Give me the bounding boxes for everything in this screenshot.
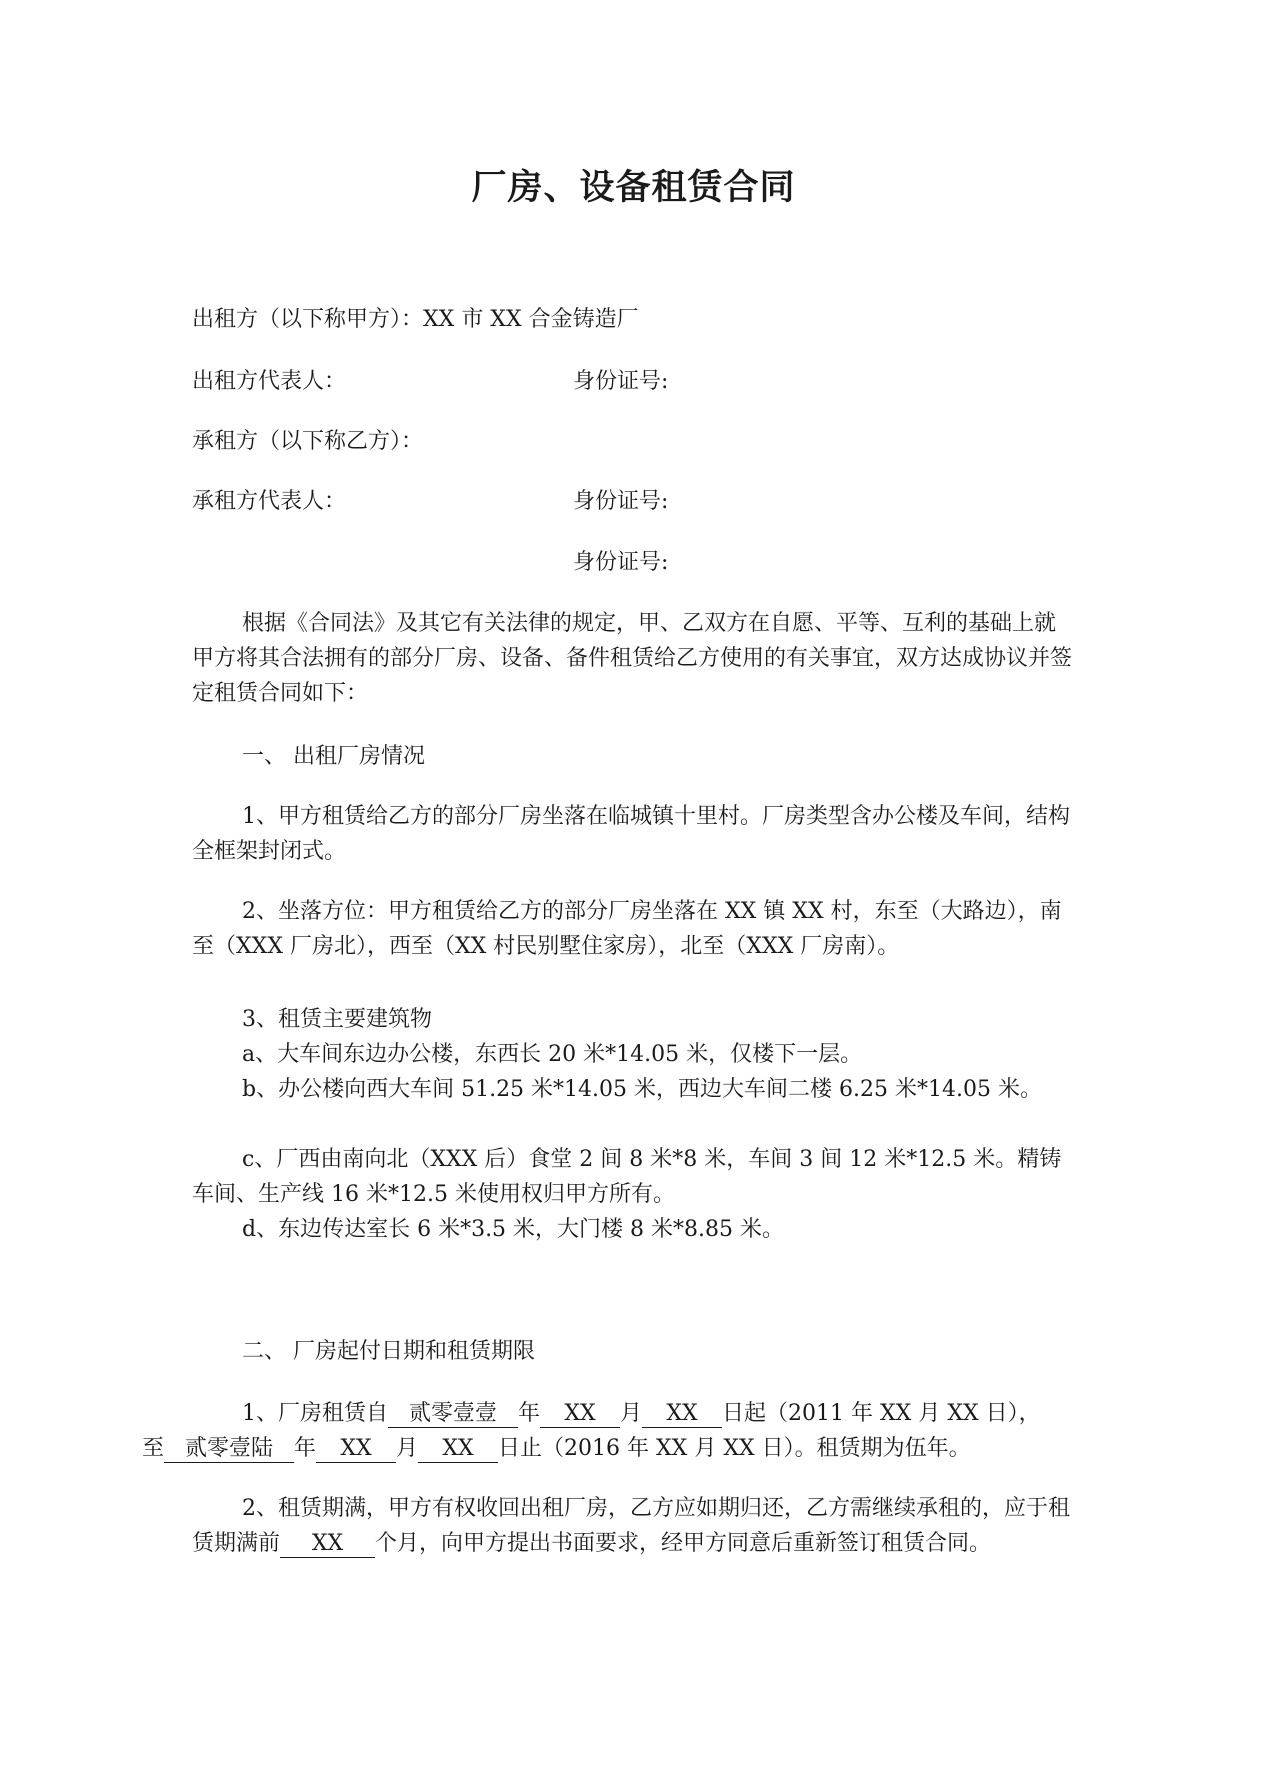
start-year-blank: 贰零壹壹 [388, 1401, 518, 1428]
month-label: 月 [620, 1401, 643, 1426]
section2-item2 [192, 1491, 1072, 1561]
end-day-suffix: 日止（2016 年 XX 月 XX 日）。租赁期为伍年。 [498, 1436, 971, 1461]
start-day-suffix: 日起（2011 年 XX 月 XX 日）， [722, 1401, 1041, 1426]
section1-item3-b: b、办公楼向西大车间 51.25 米*14.05 米，西边大车间二楼 6.25 米*14.05 米。 [242, 1077, 1042, 1102]
section1-item1: 1、甲方租赁给乙方的部分厂房坐落在临城镇十里村。厂房类型含办公楼及车间，结构全框架封闭式。 [192, 804, 1070, 864]
year-label: 年 [294, 1436, 317, 1461]
section2-item1 [142, 1396, 1072, 1466]
extra-id-label: 身份证号: [573, 550, 669, 575]
lessee-line: 承租方（以下称乙方）： [192, 429, 424, 454]
lessor-line: 出租方（以下称甲方）：XX 市 XX 合金铸造厂 [192, 307, 639, 332]
section1-item2: 2、坐落方位：甲方租赁给乙方的部分厂房坐落在 XX 镇 XX 村，东至（大路边），南至（XXX 厂房北），西至（XX 村民别墅住家房），北至（XXX 厂房南）。 [192, 899, 1062, 959]
intro-paragraph: 根据《合同法》及其它有关法律的规定，甲、乙双方在自愿、平等、互利的基础上就甲方将其合法拥有的部分厂房、设备、备件租赁给乙方使用的有关事宜，双方达成协议并签定租赁合同如下： [192, 611, 1073, 706]
renewal-months-blank: XX [280, 1531, 375, 1558]
section1-item3-heading: 3、租赁主要建筑物 [242, 1007, 432, 1032]
end-year-blank: 贰零壹陆 [164, 1436, 294, 1463]
renewal-text-1: 2、租赁期满，甲方有权收回出租厂房，乙方应如期归还，乙方需继续承租的，应于租赁期满前 [192, 1496, 1070, 1556]
lessee-id-label: 身份证号: [573, 489, 669, 514]
lessor-rep-label: 出租方代表人： [192, 369, 347, 394]
document-title: 厂房、设备租赁合同 [471, 168, 796, 208]
section1-item3-c: c、厂西由南向北（XXX 后）食堂 2 间 8 米*8 米，车间 3 间 12 米*12.5 米。精铸车间、生产线 16 米*12.5 米使用权归甲方所有。 [192, 1147, 1062, 1207]
lessor-id-label: 身份证号: [573, 369, 669, 394]
start-day-blank: XX [642, 1401, 722, 1428]
section1-item3-d: d、东边传达室长 6 米*3.5 米，大门楼 8 米*8.85 米。 [242, 1217, 785, 1242]
month-label: 月 [396, 1436, 419, 1461]
section2-heading: 二、 厂房起付日期和租赁期限 [242, 1339, 535, 1364]
start-month-blank: XX [540, 1401, 620, 1428]
renewal-text-2: 个月，向甲方提出书面要求，经甲方同意后重新签订租赁合同。 [375, 1531, 992, 1556]
term-start-prefix: 1、厂房租赁自 [242, 1401, 388, 1426]
lessee-rep-label: 承租方代表人： [192, 489, 347, 514]
end-month-blank: XX [316, 1436, 396, 1463]
section1-item3-a: a、大车间东边办公楼，东西长 20 米*14.05 米，仅楼下一层。 [242, 1042, 863, 1067]
end-day-blank: XX [418, 1436, 498, 1463]
section1-heading: 一、 出租厂房情况 [242, 744, 425, 769]
to-label: 至 [142, 1436, 165, 1461]
year-label: 年 [518, 1401, 541, 1426]
